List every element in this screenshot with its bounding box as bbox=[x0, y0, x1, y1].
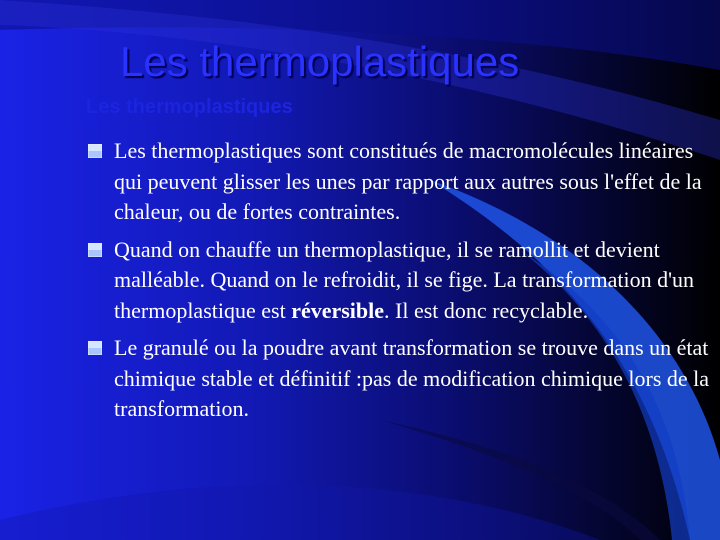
bullet-item-2 bbox=[86, 235, 712, 327]
bullet-item-3 bbox=[86, 333, 712, 425]
slide-subtitle: Les thermoplastiques bbox=[86, 96, 293, 118]
bullet-square-icon bbox=[88, 144, 102, 158]
slide-title: Les thermoplastiques bbox=[120, 38, 520, 85]
bullet-square-icon bbox=[88, 243, 102, 257]
bullet-list bbox=[86, 136, 712, 432]
bullet-text: Le granulé ou la poudre avant transformation se trouve dans un état chimique stable et définitif :pas de modification chimique lors de la transformation. bbox=[114, 335, 710, 421]
bullet-bold-word: réversible bbox=[291, 297, 385, 323]
bullet-text-after: . Il est donc recyclable. bbox=[384, 297, 589, 323]
bullet-text-before: Quand on chauffe un thermoplastique, il se ramollit et devient malléable. Quand on le refroidit, il se fige. La transformation d'un thermoplastique est bbox=[114, 236, 695, 323]
bullet-text: Les thermoplastiques sont constitués de macromolécules linéaires qui peuvent glisser les unes par rapport aux autres sous l'effet de la chaleur, ou de fortes contraintes. bbox=[114, 138, 702, 224]
bullet-item-1 bbox=[86, 136, 712, 228]
bullet-square-icon bbox=[88, 341, 102, 355]
